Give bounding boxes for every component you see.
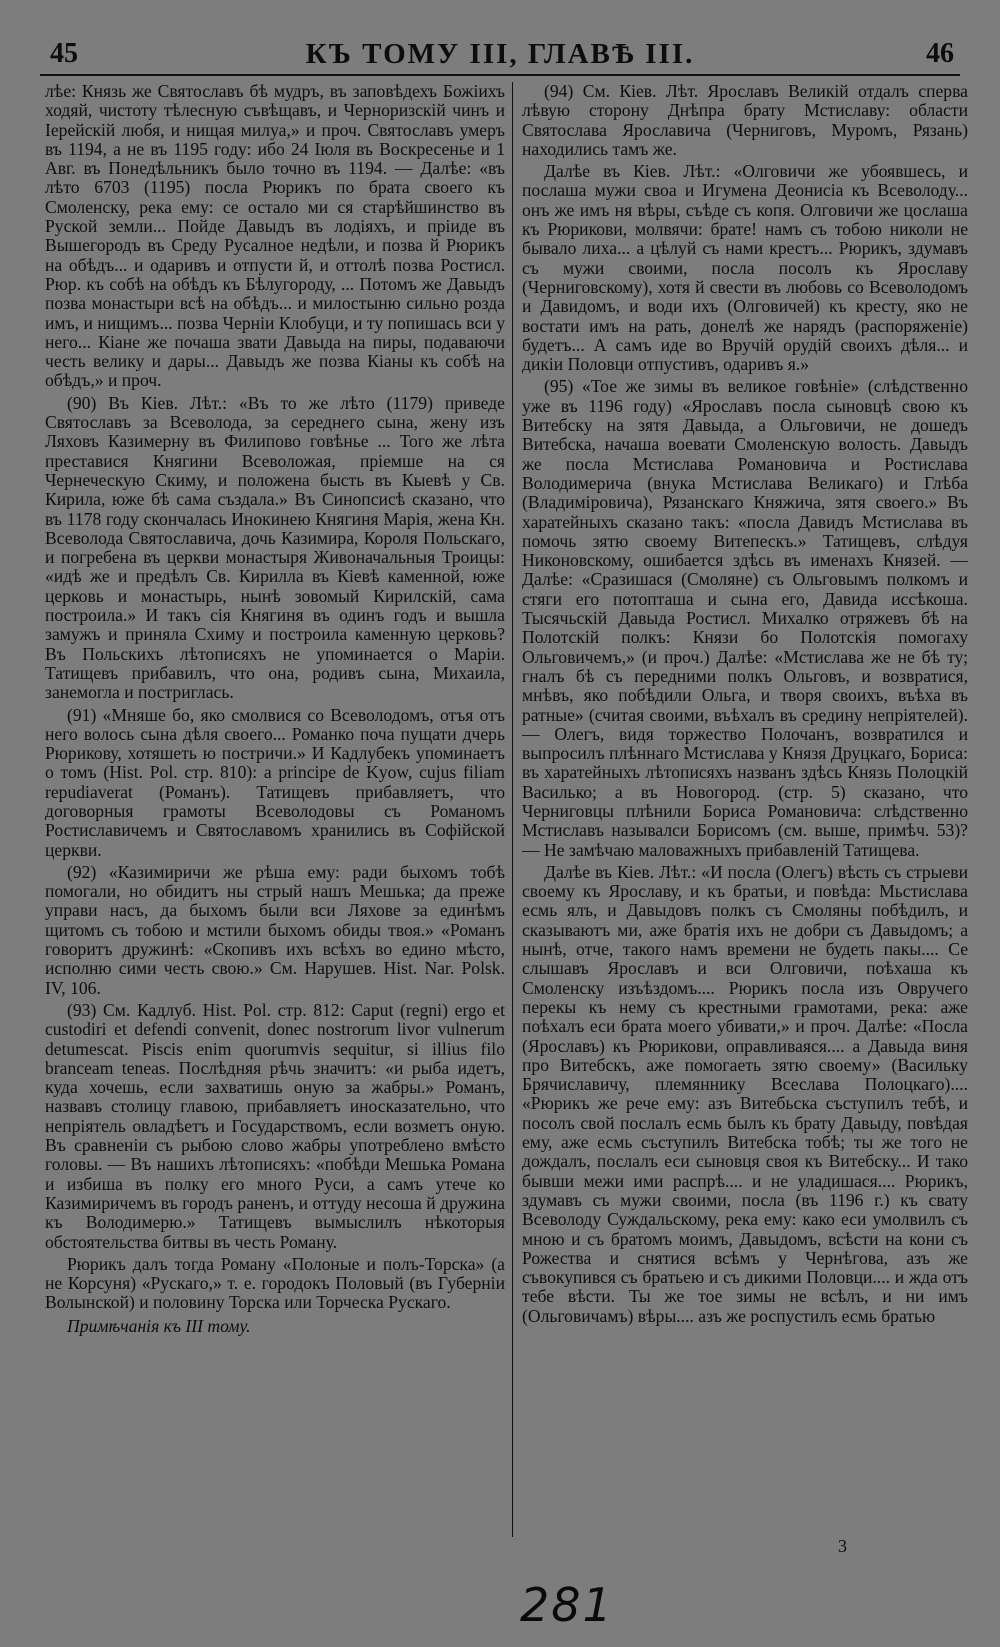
paragraph: (95) «Тое же зимы въ великое говѣніе» (слѣдственно уже въ 1196 году) «Ярославъ посла сыновцѣ свою къ Витебску на зятя Давыда, а Ольговичи, не дошедъ Витебска, начаша воевати Смоленскую волость. Давыдъ же посла Мстислава Романовича и Ростислава Володимерича (внука Мстислава Великаго) и Глѣба (Владиміровича), Рязанскаго Княжича, зятя своего.» Въ харатейныхъ сказано такъ: «посла Давидъ Мстислава въ помочь зятю своему Витепескъ.» Татищевъ, слѣдуя Никоновскому, ошибается здѣсь въ именахъ Князей. — Далѣе: «Сразишася (Смоляне) съ Ольговымъ полкомъ и стяги его потопташа и сына его, Давида иссѣкоша. Тысячьскій Давыда Ростисл. Михалко отряжевъ бѣ на Полотскій полкъ: Князи бо Полотскія помогаху Ольговичемъ,» (и проч.) Далѣе: «Мстислава же не бѣ ту; гналъ бѣ съ передними полкъ Ольговъ, и возвратися, мнѣвъ, яко побѣдили Ольга, и творя своихъ, въѣха въ ратные» (считая своими, въѣхалъ въ средину непріятелей). — Олегъ, видя торжество Полочанъ, возвратился и выпросилъ плѣннаго Мстислава у Князя Друцкаго, Бориса: въ харатейныхъ лѣтописяхъ названъ здѣсь Князь Полоцкій Василько; а въ Новогород. (стр. 5) сказано, что Черниговцы плѣнили Бориса Романовича: слѣдственно Мстиславъ называлси Борисомъ (см. выше, примѣч. 53)? — Не замѣчаю маловажныхъ прибавленій Татищева. — [522, 376, 968, 860]
paragraph: (94) См. Кіев. Лѣт. Ярославъ Великій отдалъ сперва лѣвую сторону Днѣпра брату Мстиславу: области Святослава Ярославича (Черниговъ, Муромъ, Рязань) находились тамъ же. — [522, 82, 968, 159]
paragraph: Далѣе въ Кіев. Лѣт.: «И посла (Олегъ) вѣсть съ стрыеви своему къ Ярославу, и къ братьи, и повѣда: Мьстислава есмь ялъ, и Давыдовъ полкъ съ Смоляны побѣдилъ, и сказываютъ ми, аже братія ихъ не добри съ Давыдомъ; а нынѣ, отче, такого намъ времени не будеть пакы.... Се слышавъ Ярославъ и вси Олговичи, поѣхаша къ Смоленску изъѣздомъ.... Рюрикъ посла изъ Овручего перекы къ нему съ крестными грамотами, река: аже поѣхалъ еси брата моего убивати,» и проч. Далѣе: «Посла (Ярославъ) къ Рюрикови, оправливаяся.... а Давыда виня про Витебскъ, аже помогаеть зятю своему» (Васильку Брячиславичу, племяннику Всеслава Полоцкаго).... «Рюрикъ же рече ему: азъ Витебьска съступилъ тебѣ, и посолъ свой послалъ есмь былъ къ брату Давыду, повѣдая ему, аже есмь съступилъ Витебска тобѣ; ты же того не дождалъ, послалъ еси сыновця своя къ Витебску... И тако бывши межи ими распрѣ.... и не уладишася.... Рюрикъ, здумавъ съ мужи своими, посла (въ 1196 г.) къ свату Всеволоду Суждальскому, река ему: како еси умолвилъ съ мною и съ братомъ моимъ, Давыдомъ, всѣсти на кони съ Рожества и снятися всѣмъ у Чернѣгова, азъ же съвокупився съ братьею и съ дикими Половци.... и жда отъ тебе вѣсти. Ты же тое зимы не всѣлъ, и ни имъ (Ольговичамъ) вѣры.... азъ же роспустилъ есмь братью — [522, 861, 968, 1326]
running-title: КЪ ТОМУ III, ГЛАВѢ III. — [305, 38, 695, 70]
page-header — [40, 38, 960, 76]
paragraph: (91) «Мняше бо, яко смолвися со Всеволодомъ, отъя отъ него волось сына дѣля своего... Романко поча пущати дчерь Рюрикову, хотяшеть ю постричи.» И Кадлубекъ упоминаетъ о томъ (Hist. Pol. стр. 810): a principe de Kyow, cujus filiam repudiaverat (Романъ). Татищевъ прибавляетъ, что договорныя грамоты Всеволодовы съ Романомъ Ростиславичемъ и Святославомъ хранились въ Софійской церкви. — [45, 704, 505, 860]
right-column — [522, 82, 968, 1537]
paragraph: (93) См. Кадлуб. Hist. Pol. стр. 812: Caput (regni) ergo et custodiri et defendi convenit, donec nostrorum livor vulnerum detumescat. Piscis enim quorumvis sequitur, si illius filo branceam teneas. Послѣдняя рѣчь значитъ: «и рыба идетъ, куда хочешь, если захватишь оную за жабры.» Романъ, назвавъ столицу главою, прибавляетъ иносказательно, что непріятель овладѣетъ и Государствомъ, если возметъ оную. Въ сравненіи съ рыбою слово жабры употреблено вмѣсто головы. — Въ нашихъ лѣтописяхъ: «побѣди Мешька Романа и избиша въ полку его много Руси, а самъ утече ко Казимиричемъ въ городъ раненъ, и оттуду несоша й дружина къ Володимерю.» Татищевъ вымыслилъ нѣкоторыя обстоятельства битвы въ честь Роману. — [45, 999, 505, 1252]
signature-mark: 3 — [838, 1536, 847, 1556]
page-number-right: 46 — [926, 38, 954, 69]
paragraph: лѣе: Князь же Святославъ бѣ мудръ, въ заповѣдехъ Божіихъ ходяй, чистоту тѣлесную съвѣщавъ, и Черноризскій чинъ и Іерейскій любя, и нищая милуа,» и проч. Святославъ умеръ въ 1194, а не въ 1195 году: ибо 24 Іюля въ Воскресенье и 1 Авг. въ Понедѣльникъ было точно въ 1194. — Далѣе: «въ лѣто 6703 (1195) посла Рюрикъ по брата своего къ Смоленску, река ему: се остало ми ся старѣйшинство въ Руской земли... Пойде Давыдъ въ лодіяхъ, и пріиде въ Вышегородъ въ Среду Русалное недѣли, и позва й Рюрикъ на обѣдъ... и одаривъ и отпусти й, и оттолѣ позва Ростисл. Рюр. къ собѣ на обѣдъ къ Бѣлугороду, ... Потомъ же Давыдъ позва монастыри всѣ на обѣдъ... и милостыню сильно розда имъ, и нищимъ... позва Черніи Клобуци, и ту попишась вси у него... Кіане же почаша звати Давыда на пиры, подаваючи честь велику и дары... Давыдъ же позва Кіаны къ собѣ на обѣдъ,» и проч. — [45, 82, 505, 391]
left-column — [45, 82, 505, 1537]
signature-line: Примѣчанія къ III тому. — [67, 1315, 251, 1336]
column-divider — [512, 82, 513, 1537]
paragraph: Рюрикъ далъ тогда Роману «Полоные и полъ-Торска» (а не Корсуня) «Рускаго,» т. е. городокъ Половый (въ Губерніи Волынской) и половину Торска или Торческа Рускаго. — [45, 1253, 505, 1313]
paragraph: (92) «Казимиричи же рѣша ему: ради быхомъ тобѣ помогали, но обидитъ ны стрый нашъ Мешька; да преже управи насъ, да быхомъ были вси Ляхове за единѣмъ щитомъ съ тобою и мстили быхомъ обиды твоя.» «Романъ говоритъ дружинѣ: «Скопивъ ихъ всѣхъ во едино мѣсто, исполню сими честь свою.» См. Нарушев. Hist. Nar. Polsk. IV, 106. — [45, 861, 505, 998]
page-number-left: 45 — [50, 38, 78, 69]
handwritten-page-number: 281 — [520, 1578, 614, 1632]
paragraph: (90) Въ Кіев. Лѣт.: «Въ то же лѣто (1179) приведе Святославъ за Всеволода, за середнего сына, жену изъ Ляховъ Казимерну въ Филипово говѣнье ... Того же лѣта преставися Княгини Всеволожая, пріемше на ся Чернеческую Скиму, и положена бысть въ Кыевѣ у Св. Кирила, юже бѣ сама създала.» Въ Синопсисѣ сказано, что въ 1178 году скончалась Инокинею Княгиня Марія, жена Кн. Всеволода Святославича, дочь Казимира, Короля Польскаго, и погребена въ церкви монастыря Живоначальныя Троицы: «идѣ же и предѣлъ Св. Кирилла въ Кіевѣ каменной, юже церковь и монастырь, нынѣ зовомый Кирилскій, сама построила.» И такъ сія Княгиня въ одинъ годъ и вышла замужъ и приняла Схиму и построила каменную церковь? Въ Польскихъ лѣтописяхъ не упоминается о Маріи. Татищевъ прибавилъ, что она, родивъ сына, Михаила, занемогла и постриглась. — [45, 392, 505, 703]
paragraph: Далѣе въ Кіев. Лѣт.: «Олговичи же убоявшесь, и послаша мужи своа и Игумена Деонисіа къ Всеволоду... онъ же имъ ня вѣры, съѣде съ копя. Олговичи же цослаша къ Рюрикови, молвячи: брате! намъ съ тобою николи не бывало лиха... а цѣлуй съ нами крестъ... Рюрикъ, здумавъ съ мужи своими, посла посолъ къ Ярославу (Черниговскому), хотя й свести въ любовь со Всеволодомъ и Давидомъ, и води ихъ (Олговичей) къ кресту, яко не востати имъ на рать, донелѣ же нарядъ (распоряженіе) будетъ... А самъ иде во Вручій орудій своихъ дѣля... и дикіи Половци отпустивъ, одаривъ я.» — [522, 161, 968, 375]
